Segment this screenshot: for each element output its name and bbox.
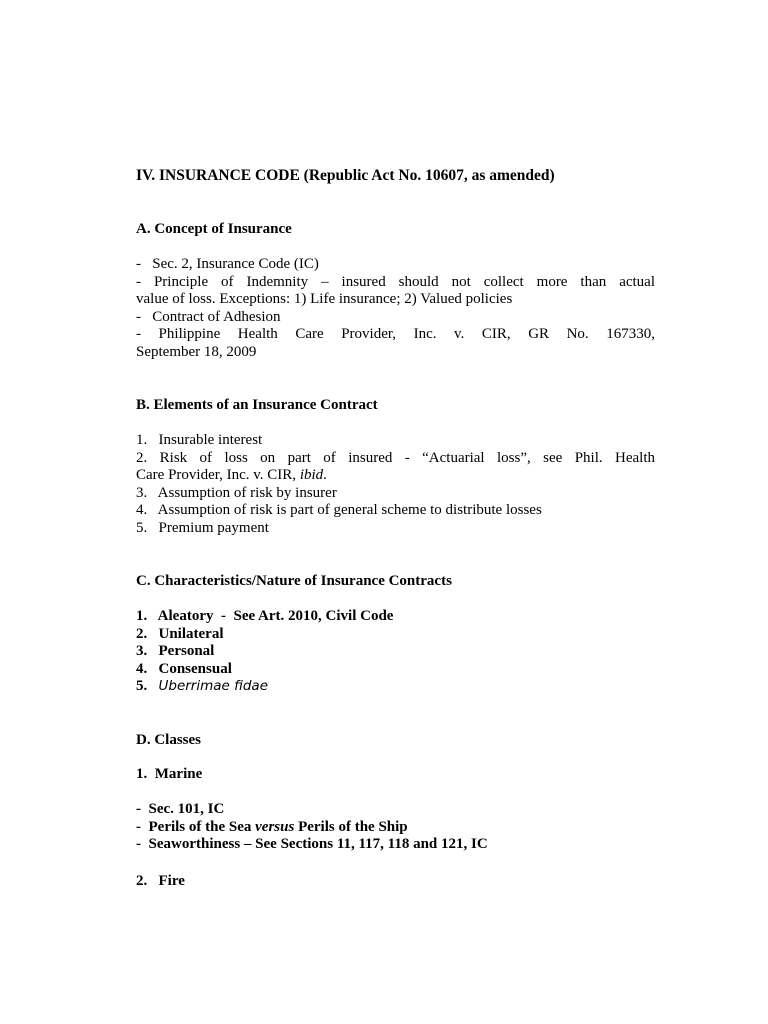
section-c-item-5-number: 5.: [136, 678, 159, 694]
section-b-item-5: 5. Premium payment: [136, 519, 269, 536]
section-d-marine-item-2-end: Perils of the Ship: [294, 818, 408, 835]
section-b-item-3: 3. Assumption of risk by insurer: [136, 484, 337, 501]
section-b-item-1: 1. Insurable interest: [136, 432, 263, 448]
section-d-subheading-marine: 1. Marine: [136, 766, 203, 782]
section-d-subheading-fire: 2. Fire: [136, 873, 185, 889]
section-b-item-2-ibid: ibid: [299, 467, 324, 483]
section-c-item-1: 1. Aleatory - See Art. 2010, Civil Code: [136, 608, 394, 624]
section-b-heading: B. Elements of an Insurance Contract: [136, 397, 378, 413]
section-b-item-2-text: Care Provider, Inc. v. CIR,: [136, 467, 300, 483]
section-a-item-2-line-1: - Principle of Indemnity – insured should not collect more than actual: [136, 273, 655, 290]
section-a-item-4-line-2: September 18, 2009: [136, 343, 257, 360]
section-d-marine-item-2-text: - Perils of the Sea: [136, 818, 256, 835]
section-c-item-5: [136, 678, 655, 696]
section-c-item-5-text: Uberrimae fidae: [158, 678, 268, 694]
section-c-item-3: 3. Personal: [136, 643, 215, 659]
section-b-item-2-period: .: [323, 467, 327, 483]
section-c-item-4: 4. Consensual: [136, 660, 232, 677]
section-c-item-2: 2. Unilateral: [136, 625, 224, 642]
section-c-heading: C. Characteristics/Nature of Insurance Contracts: [136, 573, 452, 589]
section-a-item-1: - Sec. 2, Insurance Code (IC): [136, 256, 319, 272]
section-d-marine-item-2: [136, 819, 655, 837]
section-a-item-2-line-2: value of loss. Exceptions: 1) Life insurance; 2) Valued policies: [136, 291, 513, 307]
section-b-item-4: 4. Assumption of risk is part of general scheme to distribute losses: [136, 502, 542, 518]
section-d-marine-item-3: - Seaworthiness – See Sections 11, 117, 118 and 121, IC: [136, 836, 488, 852]
section-b-item-2-line-1: 2. Risk of loss on part of insured - “Actuarial loss”, see Phil. Health: [136, 449, 655, 466]
section-a-item-4-line-1: - Philippine Health Care Provider, Inc. v. CIR, GR No. 167330,: [136, 326, 655, 342]
document-title: IV. INSURANCE CODE (Republic Act No. 10607, as amended): [136, 167, 555, 184]
section-a-item-3: - Contract of Adhesion: [136, 308, 281, 325]
section-b-item-2-line-2: [136, 467, 655, 485]
section-d-marine-item-1: - Sec. 101, IC: [136, 801, 225, 817]
section-a-heading: A. Concept of Insurance: [136, 221, 292, 237]
section-d-marine-item-2-versus: versus: [255, 818, 295, 835]
section-d-heading: D. Classes: [136, 732, 202, 748]
